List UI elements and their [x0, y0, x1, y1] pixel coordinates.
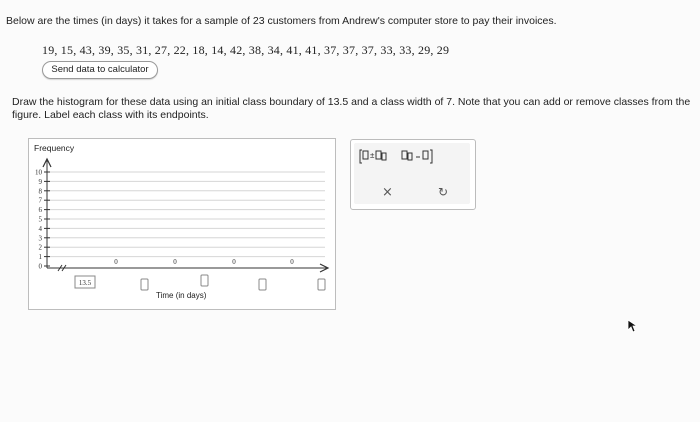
instructions-text: Draw the histogram for these data using an initial class boundary of 13.5 and a class width of 7. Note that you can add or remove classes from the figure. Label each class with its endpoints.: [12, 96, 691, 121]
y-tick-label: 0: [38, 262, 42, 271]
y-tick-label: 3: [38, 234, 42, 243]
bar-value-labels: [114, 258, 294, 266]
grid-lines: [47, 172, 325, 257]
y-axis-label: Frequency: [34, 143, 75, 153]
svg-text:±: ±: [370, 151, 375, 160]
data-values: 19, 15, 43, 39, 35, 31, 27, 22, 18, 14, 42, 38, 34, 41, 41, 37, 37, 37, 33, 33, 29, 29: [42, 43, 450, 57]
tool-icons: [354, 143, 470, 204]
interval-notation-icon[interactable]: [360, 150, 386, 163]
clear-icon[interactable]: ×: [382, 185, 393, 200]
y-axis-ticks: [35, 169, 50, 271]
bar-value-label[interactable]: 0: [290, 258, 294, 266]
send-data-button[interactable]: Send data to calculator: [42, 61, 158, 79]
bar-value-label[interactable]: 0: [173, 258, 177, 266]
reset-icon[interactable]: ↻: [438, 185, 449, 199]
y-tick-label: 2: [38, 243, 42, 252]
class-boundary-input[interactable]: [259, 279, 266, 290]
y-tick-label: 10: [35, 168, 42, 177]
bar-value-label[interactable]: 0: [114, 258, 118, 266]
x-axis-label: Time (in days): [156, 291, 207, 300]
class-boundary-input[interactable]: [201, 275, 208, 286]
y-tick-label: 7: [38, 196, 42, 205]
y-tick-label: 8: [38, 187, 42, 196]
bar-value-label[interactable]: 0: [232, 258, 236, 266]
y-tick-label: 5: [38, 215, 42, 224]
mouse-cursor-icon: [627, 319, 637, 333]
y-tick-label: 6: [38, 206, 42, 215]
class-boundary-inputs: [141, 275, 325, 290]
class-boundary-input[interactable]: [141, 279, 148, 290]
y-tick-label: 4: [38, 224, 42, 233]
class-boundary-input[interactable]: [318, 279, 325, 290]
y-tick-label: 1: [38, 253, 42, 262]
first-boundary-label: 13.5: [78, 279, 92, 287]
problem-statement: Below are the times (in days) it takes for a sample of 23 customers from Andrew's computer store to pay their invoices.: [6, 15, 557, 27]
y-tick-label: 9: [38, 177, 42, 186]
range-notation-icon[interactable]: [402, 150, 432, 163]
